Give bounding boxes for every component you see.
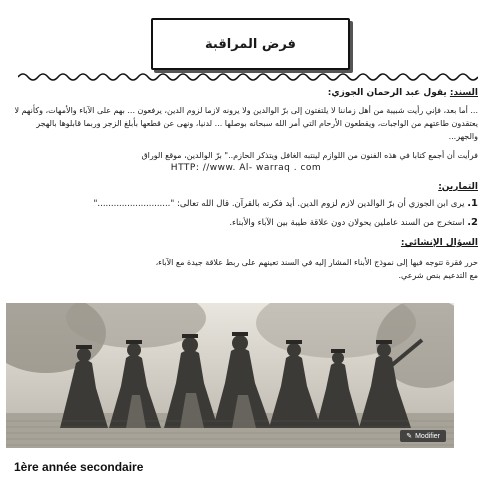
- exercises-label: التمارين:: [438, 182, 478, 192]
- modify-image-button[interactable]: [400, 430, 446, 442]
- source-paragraph: ... أما بعد، فإني رأيت شبيبة من أهل زماننا لا يلتفتون إلى برّ الوالدين ولا يرونه لازما لزوم الدين، يرفعون ... بهم على الآباء والأمهات، وكأنهم لا يعتقدون طاعتهم من الواجبات، ويقطعون الأرحام التي أمر الله سبحانه بوصلها ... لدنيا، ونهى عن قطعها بأبلغ الزجر وربما قابلوها بالهجر والجهر...: [14, 106, 478, 141]
- title-frame: [151, 18, 350, 70]
- engraving-image: [6, 303, 454, 448]
- footer-grade: 1ère année secondaire: [14, 460, 144, 474]
- exercise-item-1: [14, 197, 478, 211]
- source-intro: يقول عبد الرحمان الجوزي:: [327, 88, 447, 98]
- exercise-item-2: [14, 216, 478, 230]
- exercise-number-1: 1.: [467, 198, 478, 209]
- source-heading: [14, 88, 478, 98]
- modify-label: Modifier: [415, 432, 440, 440]
- essay-text: حرر فقرة تتوجه فيها إلى نموذج الأبناء المشار إليه في السند تعينهم على ربط علاقة جيدة مع الآباء، مع التدعيم بنص شرعي.: [155, 258, 478, 280]
- source-url: HTTP: //www. Al- warraq . com: [170, 163, 322, 173]
- page-title: فرض المراقبة: [205, 36, 296, 52]
- pencil-icon: ✎: [406, 433, 413, 440]
- essay-label: السؤال الإنشائي:: [400, 238, 478, 248]
- source-label: السند:: [449, 88, 478, 98]
- exercise-text-1: يرى ابن الجوزي أن برّ الوالدين لازم لزوم الدين. أيد فكرته بالقرآن. قال الله تعالى: "...........................": [93, 199, 465, 209]
- exercise-number-2: 2.: [467, 217, 478, 228]
- source-paragraph-2: فرأيت أن أجمع كتابا في هذه الفنون من اللوازم لينتبه الغافل ويتذكر الحازم.." برّ الوالدين، موقع الوراق: [141, 151, 478, 160]
- wavy-divider: [18, 70, 478, 84]
- exercise-text-2: استخرج من السند عاملين يحولان دون علاقة طيبة بين الآباء والأبناء.: [229, 218, 465, 228]
- engraving-illustration: [6, 303, 454, 448]
